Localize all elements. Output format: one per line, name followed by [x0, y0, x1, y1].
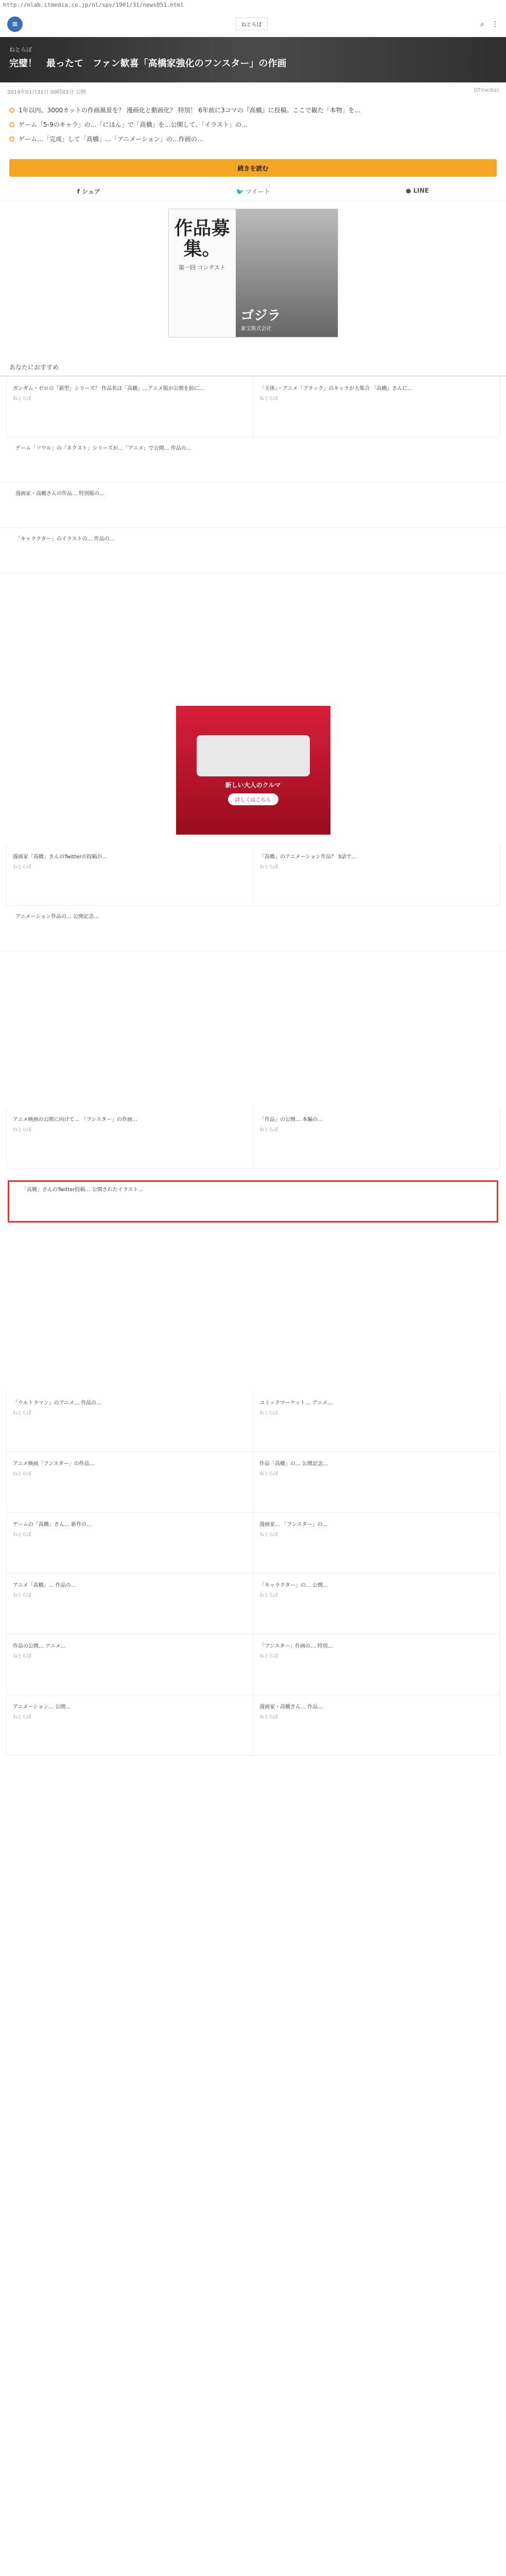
- search-icon[interactable]: ⌕: [480, 20, 484, 28]
- recommend-section: [0, 335, 506, 573]
- article-card[interactable]: 作品「高橋」の… 公開記念… ねとらぼ: [253, 1452, 500, 1513]
- line-share-button[interactable]: ● LINE: [406, 187, 429, 194]
- highlighted-item[interactable]: 「高橋」さんのTwitter投稿… 公開されたイラスト…: [6, 1179, 500, 1224]
- article-card[interactable]: 「フンスター」作画の… 特別… ねとらぼ: [253, 1634, 500, 1695]
- bullet-text: ゲーム…「完成」して「高橋」…「アニメーション」の…作画の…: [19, 135, 203, 143]
- list-item[interactable]: アニメーション作品の… 公開記念…: [0, 906, 506, 951]
- page-header: [0, 0, 506, 345]
- article-card[interactable]: アニメ映画「フンスター」の作品… ねとらぼ: [7, 1452, 253, 1513]
- bullet-text: ゲーム「5-9のキャラ」の…「にほん」で「高橋」を…公開して、「イラスト」の…: [19, 121, 248, 128]
- twitter-share-button[interactable]: 🐦 ツイート: [236, 188, 270, 195]
- brand[interactable]: [23, 18, 480, 30]
- recommend-card[interactable]: 「天体」・アニメ「ブラック」のキャラが大集合 「高橋」さんに… ねとらぼ: [253, 377, 500, 437]
- read-more-button[interactable]: 続きを読む: [9, 159, 497, 177]
- article-card[interactable]: アニメ「高橋」… 作品の… ねとらぼ: [7, 1573, 253, 1634]
- ad-text-area: [169, 209, 236, 337]
- share-bar: [0, 182, 506, 201]
- article-card[interactable]: 「ウルトラマン」のアニメ… 作品の… ねとらぼ: [7, 1391, 253, 1452]
- article-card[interactable]: アニメーション… 公開… ねとらぼ: [7, 1695, 253, 1756]
- ad-caption: 東宝株式会社: [240, 326, 272, 332]
- list-item[interactable]: ゲーム「ソウル」の「ネクスト」シリーズが…「アニメ」で公開… 作品の…: [0, 437, 506, 483]
- publish-date: 2019年01月31日 09時03分 公開: [7, 90, 86, 95]
- summary-bullet[interactable]: [9, 120, 497, 129]
- recommend-card[interactable]: 「作品」の公開… 本編の… ねとらぼ: [253, 1108, 500, 1168]
- ad-cta-button[interactable]: 詳しくはこちら: [228, 793, 278, 805]
- recommend-section-3: [0, 1108, 506, 1234]
- article-card[interactable]: 作品の公開… アニメ… ねとらぼ: [7, 1634, 253, 1695]
- article-card[interactable]: 漫画家… 「フンスター」の… ねとらぼ: [253, 1513, 500, 1573]
- summary-bullet[interactable]: [9, 134, 497, 144]
- bullet-dot-icon: [9, 108, 14, 113]
- bullet-dot-icon: [9, 122, 14, 127]
- recommend-grid-2: [6, 845, 500, 906]
- recommend-card[interactable]: ガンダム・ゼロの「新型」シリーズ？ 作品名は「高橋」…アニメ版が公開を前に… ねとらぼ: [7, 377, 253, 437]
- recommend-grid-3: [6, 1108, 500, 1168]
- bullet-text: 1年以内、3000カットの作画風景を？ 漫画化と動画化？ 特別！ 6年前に3コマの『高橋』に投稿。ここで観た「本物」を…: [19, 107, 361, 114]
- source-badge: [ITmedia]: [474, 88, 499, 93]
- brand-logo[interactable]: ねとらぼ: [236, 18, 268, 30]
- facebook-icon: f: [77, 188, 82, 195]
- advertisement-section: [0, 696, 506, 951]
- car-image: [197, 735, 310, 776]
- recommend-card[interactable]: 「高橋」のアニメーション作品？ 3話で… ねとらぼ: [253, 845, 500, 906]
- summary-bullets: [0, 97, 506, 154]
- article-card[interactable]: ゲームの「高橋」さん… 新作の… ねとらぼ: [7, 1513, 253, 1573]
- bullet-dot-icon: [9, 137, 14, 142]
- article-card[interactable]: 「キャラクター」の… 公開… ねとらぼ: [253, 1573, 500, 1634]
- ad-title: ゴジラ: [240, 308, 281, 324]
- top-bar: [0, 11, 506, 37]
- twitter-icon: 🐦: [236, 188, 246, 195]
- menu-icon[interactable]: ≡: [7, 16, 23, 32]
- facebook-share-button[interactable]: f シェア: [77, 188, 100, 195]
- car-advertisement[interactable]: [176, 706, 330, 835]
- ad-subtitle: 第一回 コンテスト: [178, 264, 226, 272]
- url-bar[interactable]: http://nlab.itmedia.co.jp/nl/spv/1901/31/news051.html: [3, 2, 184, 8]
- article-hero: [0, 37, 506, 82]
- more-articles-section: [0, 1391, 506, 1756]
- article-title: 完璧！ 最ったて ファン歓喜「高橋家強化のフンスター」の作画: [9, 58, 287, 69]
- list-item[interactable]: 漫画家・高橋さんの作品… 特別版の…: [0, 483, 506, 528]
- summary-bullet[interactable]: [9, 106, 497, 115]
- recommend-card[interactable]: 漫画家「高橋」さんのTwitterの投稿が… ねとらぼ: [7, 845, 253, 906]
- top-icons: [480, 20, 499, 28]
- article-meta: [0, 82, 506, 97]
- recommend-card[interactable]: アニメ映画の公開に向けて… 「フンスター」の作画… ねとらぼ: [7, 1108, 253, 1168]
- article-card[interactable]: コミックマーケット… アニメ… ねとらぼ: [253, 1391, 500, 1452]
- ad-image: [236, 209, 338, 337]
- list-item[interactable]: 「キャラクター」のイラストの… 作品の…: [0, 528, 506, 573]
- article-grid: [6, 1391, 500, 1756]
- section-title: あなたにおすすめ: [0, 355, 506, 377]
- advertisement-banner[interactable]: [168, 209, 338, 337]
- hero-kicker: ねとらぼ: [9, 46, 32, 53]
- line-icon: ●: [406, 187, 413, 194]
- recommend-grid: [6, 377, 500, 437]
- article-card[interactable]: 漫画家・高橋さん… 作品… ねとらぼ: [253, 1695, 500, 1756]
- ad-headline: 作品募集。: [174, 217, 230, 260]
- menu-dots-icon[interactable]: ⋮: [492, 20, 499, 28]
- ad-headline: 新しい大人のクルマ: [225, 782, 281, 789]
